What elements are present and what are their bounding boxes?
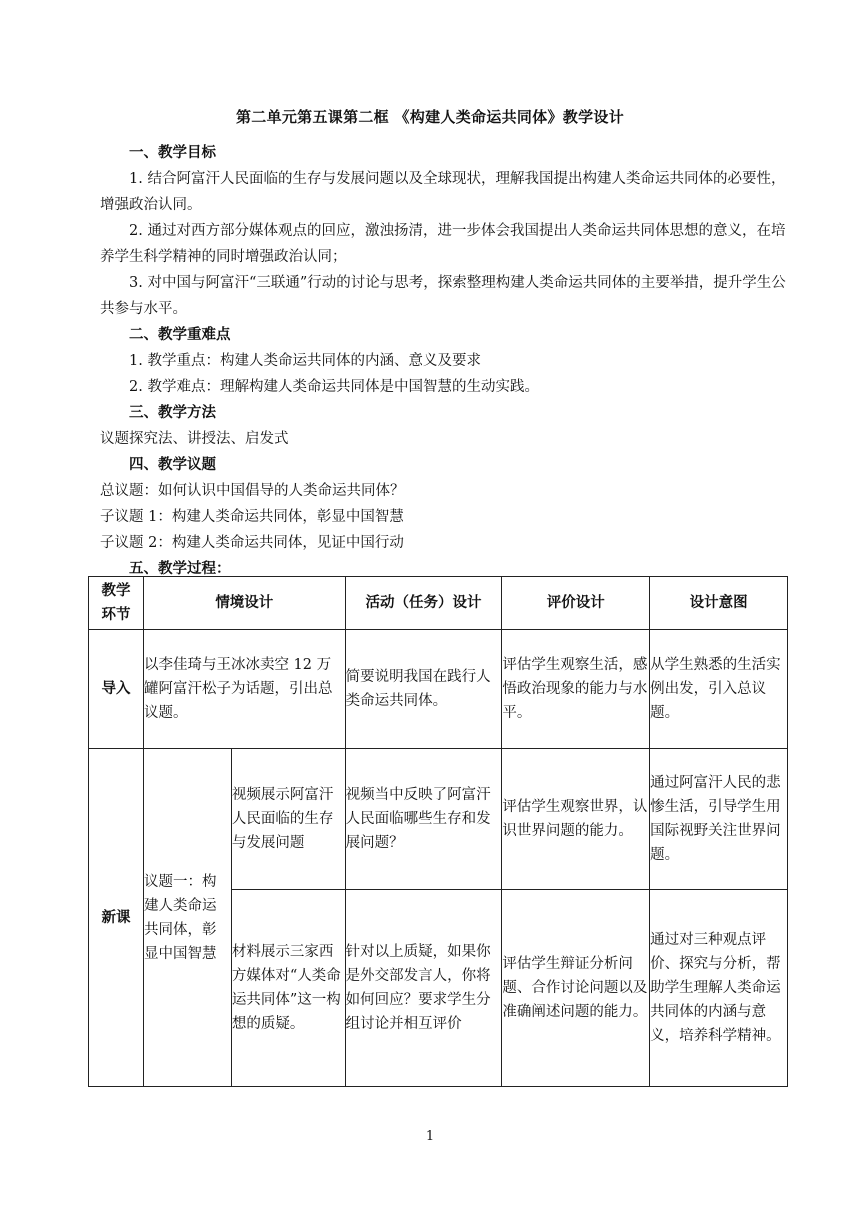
key-point-2: 2. 教学难点：理解构建人类命运共同体是中国智慧的生动实践。 (129, 379, 539, 395)
topic-main: 总议题：如何认识中国倡导的人类命运共同体？ (100, 483, 405, 499)
section-heading-key-points: 二、教学重难点 (129, 326, 231, 343)
page-number: 1 (425, 1129, 435, 1144)
new-row1-evaluation: 评估学生观察世界，认识世界问题的能力。 (502, 749, 650, 890)
section-heading-goals: 一、教学目标 (129, 144, 216, 161)
header-scenario: 情境设计 (143, 577, 345, 630)
section-heading-method: 三、教学方法 (129, 404, 216, 421)
intro-scenario: 以李佳琦与王冰冰卖空 12 万罐阿富汗松子为话题，引出总议题。 (143, 630, 345, 749)
method-text: 议题探究法、讲授法、启发式 (100, 431, 289, 447)
new-topic: 议题一：构建人类命运共同体，彰显中国智慧 (143, 749, 231, 1087)
header-activity: 活动（任务）设计 (345, 577, 502, 630)
new-row2-scenario: 材料展示三家西方媒体对“人类命运共同体”这一构想的质疑。 (231, 890, 345, 1087)
new-row2-intent: 通过对三种观点评价、探究与分析，帮助学生理解人类命运共同体的内涵与意义，培养科学精神。 (650, 890, 788, 1087)
intro-intent: 从学生熟悉的生活实例出发，引入总议题。 (650, 630, 788, 749)
new-row1-intent: 通过阿富汗人民的悲惨生活，引导学生用国际视野关注世界问题。 (650, 749, 788, 890)
topic-sub-1: 子议题 1：构建人类命运共同体，彰显中国智慧 (100, 509, 404, 525)
goal-item-2: 2. 通过对西方部分媒体观点的回应，激浊扬清，进一步体会我国提出人类命运共同体思想的意义，在培养学生科学精神的同时增强政治认同； (100, 223, 786, 265)
section-heading-process: 五、教学过程： (129, 560, 231, 577)
document-body (100, 140, 790, 582)
intro-activity: 简要说明我国在践行人类命运共同体。 (345, 630, 502, 749)
intro-evaluation: 评估学生观察生活，感悟政治现象的能力与水平。 (502, 630, 650, 749)
topic-sub-2: 子议题 2：构建人类命运共同体，见证中国行动 (100, 535, 404, 551)
new-row2-activity: 针对以上质疑，如果你是外交部发言人，你将如何回应？要求学生分组讨论并相互评价 (345, 890, 502, 1087)
document-title: 第二单元第五课第二框 《构建人类命运共同体》教学设计 (235, 108, 625, 126)
stage-intro: 导入 (89, 630, 144, 749)
goal-item-1: 1. 结合阿富汗人民面临的生存与发展问题以及全球现状，理解我国提出构建人类命运共同体的必要性，增强政治认同。 (100, 171, 786, 213)
stage-new: 新课 (89, 749, 144, 1087)
section-heading-topics: 四、教学议题 (129, 456, 216, 473)
goal-item-3: 3. 对中国与阿富汗“三联通”行动的讨论与思考，探索整理构建人类命运共同体的主要举措，提升学生公共参与水平。 (100, 275, 786, 317)
table-row-new-1 (89, 749, 788, 890)
header-intent: 设计意图 (650, 577, 788, 630)
header-evaluation: 评价设计 (502, 577, 650, 630)
key-point-1: 1. 教学重点：构建人类命运共同体的内涵、意义及要求 (129, 353, 481, 369)
new-row2-evaluation: 评估学生辩证分析问题、合作讨论问题以及准确阐述问题的能力。 (502, 890, 650, 1087)
table-row-intro (89, 630, 788, 749)
new-row1-activity: 视频当中反映了阿富汗人民面临哪些生存和发展问题？ (345, 749, 502, 890)
header-stage: 教学环节 (89, 577, 144, 630)
new-row1-scenario: 视频展示阿富汗人民面临的生存与发展问题 (231, 749, 345, 890)
table-header-row (89, 577, 788, 630)
lesson-plan-table (88, 576, 788, 1087)
